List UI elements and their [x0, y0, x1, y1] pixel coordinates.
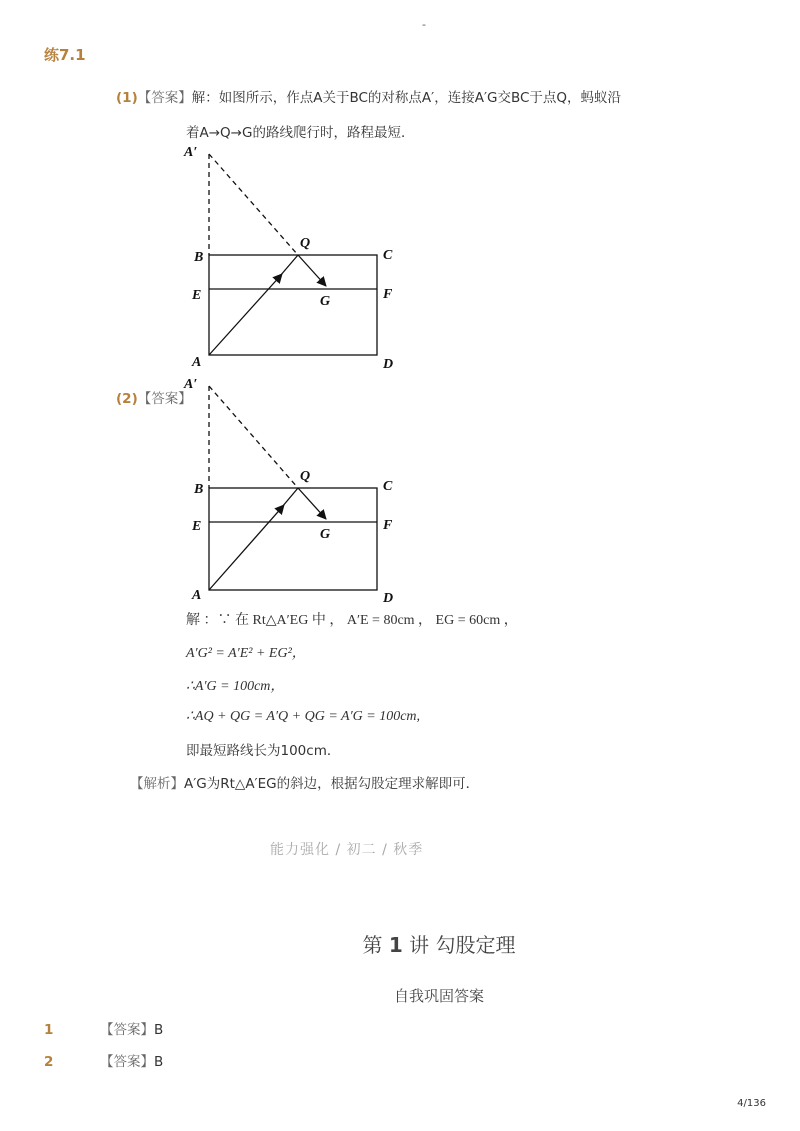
analysis-text: A′G为Rt△A′EG的斜边，根据勾股定理求解即可． [184, 776, 480, 792]
figure-1 [180, 142, 410, 378]
label-f: F [383, 287, 393, 302]
page-number: 4/136 [737, 1098, 766, 1109]
answer-tag: 【答案】 [100, 1022, 154, 1038]
analysis-tag: 【解析】 [130, 776, 184, 792]
label-a: A [192, 355, 202, 370]
part1-text1: 解：如图所示，作点A关于BC的对称点A′，连接A′G交BC于点Q，蚂蚁沿 [191, 90, 622, 106]
rectangle-abcd [209, 255, 377, 355]
label-q: Q [300, 469, 311, 484]
part2-number: (2) [116, 391, 138, 407]
path-a-to-q-part2 [282, 488, 298, 507]
label-c: C [383, 248, 393, 263]
lecture-title [0, 929, 800, 958]
answer-number: 1 [44, 1022, 54, 1038]
practice-label: 练7.1 [44, 46, 86, 64]
label-f: F [383, 518, 393, 533]
label-b: B [194, 250, 204, 265]
label-a: A [192, 588, 202, 603]
label-d: D [383, 357, 394, 372]
figure-2-shapes [209, 386, 377, 590]
section-title: 自我巩固答案 [393, 987, 484, 1005]
path-q-to-g [298, 255, 326, 286]
part1-line2: 着A→Q→G的路线爬行时，路程最短． [186, 125, 415, 141]
label-e: E [192, 519, 202, 534]
dashed-a-prime-q [209, 154, 298, 255]
rectangle-abcd [209, 488, 377, 590]
footer-course: 能力强化 / 初二 / 秋季 [270, 842, 424, 858]
lecture-suffix: 讲 [409, 933, 430, 957]
solution-line5: 即最短路线长为100cm． [186, 743, 341, 759]
label-a-prime: A′ [184, 377, 198, 392]
dashed-a-prime-q [209, 386, 298, 488]
part1-number: (1) [116, 90, 138, 106]
answer-row [44, 1018, 163, 1038]
lecture-number: 1 [388, 933, 403, 957]
part1-line1 [116, 89, 621, 107]
answer-tag: 【答案】 [100, 1054, 154, 1070]
label-g: G [320, 527, 331, 542]
top-mark: - [422, 18, 426, 31]
figure-1-shapes [209, 154, 377, 355]
part1-answer-tag: 【答案】 [137, 90, 192, 106]
path-a-to-q-part1 [209, 505, 284, 590]
label-q: Q [300, 236, 311, 251]
answer-value: B [154, 1054, 164, 1070]
analysis-line [130, 772, 479, 792]
part2-answer-tag: 【答案】 [137, 391, 192, 407]
lecture-name: 勾股定理 [435, 933, 516, 957]
solution-line4: ∴AQ + QG = A′Q + QG = A′G = 100cm, [186, 709, 421, 724]
answer-number: 2 [44, 1054, 54, 1070]
label-b: B [194, 482, 204, 497]
label-c: C [383, 479, 393, 494]
label-a-prime: A′ [184, 145, 198, 160]
answer-value: B [154, 1022, 164, 1038]
answer-row [44, 1050, 163, 1070]
lecture-prefix: 第 [362, 933, 383, 957]
label-d: D [383, 591, 394, 606]
solution-line2: A′G² = A′E² + EG²， [186, 646, 306, 661]
path-a-to-q-part1 [209, 274, 282, 355]
solution-line3: ∴A′G = 100cm， [186, 679, 285, 694]
path-a-to-q-part2 [280, 255, 298, 276]
solution-line1: 解 ：∵ 在 Rt△A′EG 中 ， A′E = 80cm ， EG = 60cm ， [186, 613, 518, 628]
figure-2 [180, 376, 410, 610]
label-e: E [192, 288, 202, 303]
label-g: G [320, 294, 331, 309]
path-q-to-g [298, 488, 326, 519]
